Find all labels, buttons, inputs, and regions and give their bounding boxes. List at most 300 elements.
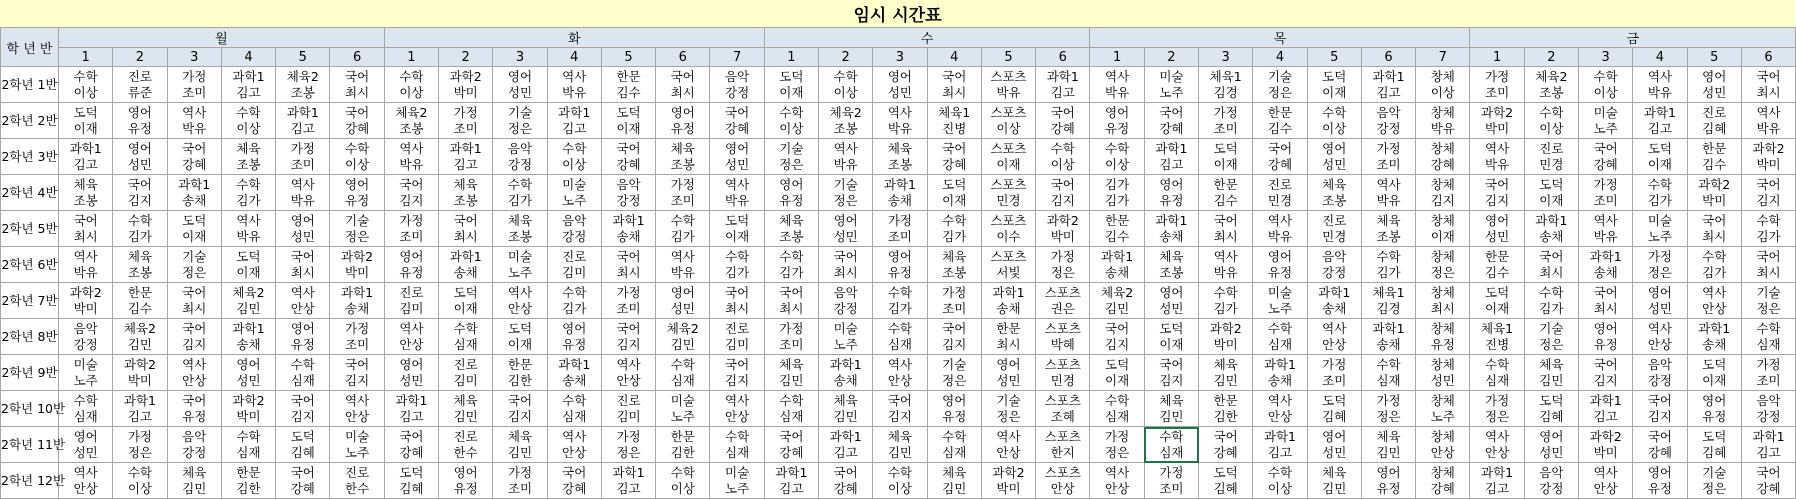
timetable-cell[interactable]	[927, 427, 981, 463]
timetable-cell[interactable]	[1144, 319, 1198, 355]
timetable-cell[interactable]	[1741, 391, 1795, 427]
timetable-cell[interactable]	[1307, 247, 1361, 283]
timetable-cell[interactable]	[1144, 283, 1198, 319]
timetable-cell[interactable]	[276, 211, 330, 247]
timetable-cell[interactable]	[656, 175, 710, 211]
timetable-cell[interactable]	[1090, 103, 1144, 139]
timetable-cell[interactable]	[710, 247, 764, 283]
timetable-cell[interactable]	[873, 247, 927, 283]
period-header[interactable]: 5	[1307, 48, 1361, 67]
timetable-cell[interactable]	[493, 211, 547, 247]
timetable-cell[interactable]	[1144, 103, 1198, 139]
timetable-cell[interactable]	[656, 283, 710, 319]
timetable-cell[interactable]	[547, 175, 601, 211]
timetable-cell[interactable]	[59, 463, 113, 499]
timetable-cell[interactable]	[276, 175, 330, 211]
timetable-cell[interactable]	[1633, 247, 1687, 283]
timetable-cell[interactable]	[927, 319, 981, 355]
timetable-cell[interactable]	[113, 211, 167, 247]
timetable-cell[interactable]	[384, 391, 438, 427]
timetable-cell[interactable]	[1036, 391, 1090, 427]
timetable-cell[interactable]	[656, 319, 710, 355]
timetable-cell[interactable]	[1579, 211, 1633, 247]
timetable-cell[interactable]	[601, 139, 655, 175]
timetable-cell[interactable]	[1416, 319, 1470, 355]
timetable-cell[interactable]	[873, 283, 927, 319]
timetable-cell[interactable]	[710, 391, 764, 427]
class-label-cell[interactable]: 2학년 7반	[1, 283, 59, 319]
timetable-cell[interactable]	[1633, 391, 1687, 427]
timetable-cell[interactable]	[1524, 391, 1578, 427]
timetable-cell[interactable]	[873, 175, 927, 211]
timetable-cell[interactable]	[1036, 319, 1090, 355]
timetable-cell[interactable]	[59, 103, 113, 139]
timetable-cell[interactable]	[656, 463, 710, 499]
period-header[interactable]: 5	[276, 48, 330, 67]
timetable-cell[interactable]	[1307, 283, 1361, 319]
timetable-cell[interactable]	[1470, 319, 1524, 355]
timetable-cell[interactable]	[1144, 391, 1198, 427]
timetable-cell[interactable]	[221, 103, 275, 139]
timetable-cell[interactable]	[873, 211, 927, 247]
timetable-cell[interactable]	[276, 67, 330, 103]
timetable-cell[interactable]	[819, 391, 873, 427]
timetable-cell[interactable]	[819, 355, 873, 391]
timetable-cell[interactable]	[1579, 67, 1633, 103]
timetable-cell[interactable]	[1579, 355, 1633, 391]
timetable-cell[interactable]	[1687, 67, 1741, 103]
timetable-cell[interactable]	[656, 355, 710, 391]
timetable-cell[interactable]	[981, 355, 1035, 391]
timetable-cell[interactable]	[1036, 211, 1090, 247]
period-header[interactable]: 3	[167, 48, 221, 67]
timetable-cell[interactable]	[167, 283, 221, 319]
timetable-cell[interactable]	[873, 391, 927, 427]
timetable-cell[interactable]	[1470, 391, 1524, 427]
timetable-cell[interactable]	[1253, 319, 1307, 355]
timetable-cell[interactable]	[1361, 211, 1415, 247]
timetable-cell[interactable]	[1687, 283, 1741, 319]
timetable-cell[interactable]	[1470, 139, 1524, 175]
timetable-cell[interactable]	[601, 67, 655, 103]
timetable-cell[interactable]	[1090, 67, 1144, 103]
timetable-cell[interactable]	[1199, 175, 1253, 211]
timetable-cell[interactable]	[927, 211, 981, 247]
timetable-cell[interactable]	[1199, 247, 1253, 283]
timetable-cell[interactable]	[710, 211, 764, 247]
timetable-cell[interactable]	[927, 139, 981, 175]
timetable-cell[interactable]	[113, 247, 167, 283]
timetable-cell[interactable]	[1036, 103, 1090, 139]
timetable-cell[interactable]	[819, 103, 873, 139]
timetable-cell[interactable]	[656, 139, 710, 175]
day-header[interactable]: 금	[1470, 28, 1796, 48]
timetable-cell[interactable]	[1307, 175, 1361, 211]
timetable-cell[interactable]	[1253, 103, 1307, 139]
timetable-cell[interactable]	[113, 427, 167, 463]
timetable-cell[interactable]	[547, 139, 601, 175]
timetable-cell[interactable]	[1470, 175, 1524, 211]
period-header[interactable]: 1	[1470, 48, 1524, 67]
timetable-cell[interactable]	[1361, 67, 1415, 103]
timetable-cell[interactable]	[1199, 211, 1253, 247]
timetable-cell[interactable]	[1090, 211, 1144, 247]
timetable-cell[interactable]	[221, 247, 275, 283]
timetable-cell[interactable]	[1579, 427, 1633, 463]
timetable-cell[interactable]	[1416, 211, 1470, 247]
class-label-cell[interactable]: 2학년 3반	[1, 139, 59, 175]
timetable-cell[interactable]	[1633, 175, 1687, 211]
timetable-cell[interactable]	[276, 319, 330, 355]
timetable-cell[interactable]	[764, 67, 818, 103]
timetable-cell[interactable]	[1470, 67, 1524, 103]
timetable-cell[interactable]	[1090, 283, 1144, 319]
timetable-cell[interactable]	[1036, 67, 1090, 103]
timetable-cell[interactable]	[113, 175, 167, 211]
timetable-cell[interactable]	[276, 283, 330, 319]
timetable-cell[interactable]	[819, 211, 873, 247]
timetable-cell[interactable]	[1687, 211, 1741, 247]
timetable-cell[interactable]	[439, 211, 493, 247]
timetable-cell[interactable]	[547, 427, 601, 463]
timetable-cell[interactable]	[221, 67, 275, 103]
timetable-cell[interactable]	[167, 67, 221, 103]
timetable-cell[interactable]	[764, 427, 818, 463]
period-header[interactable]: 3	[493, 48, 547, 67]
timetable-cell[interactable]	[1253, 211, 1307, 247]
timetable-cell[interactable]	[1307, 103, 1361, 139]
timetable-cell[interactable]	[59, 283, 113, 319]
timetable-cell[interactable]	[1579, 139, 1633, 175]
timetable-cell[interactable]	[221, 463, 275, 499]
timetable-cell[interactable]	[384, 463, 438, 499]
timetable-cell[interactable]	[59, 319, 113, 355]
timetable-cell[interactable]	[1416, 427, 1470, 463]
timetable-cell[interactable]	[1361, 427, 1415, 463]
timetable-cell[interactable]	[547, 355, 601, 391]
timetable-cell[interactable]	[764, 139, 818, 175]
timetable-cell[interactable]	[1416, 391, 1470, 427]
day-header[interactable]: 수	[764, 28, 1090, 48]
timetable-cell[interactable]	[276, 355, 330, 391]
timetable-cell[interactable]	[113, 319, 167, 355]
timetable-cell[interactable]	[167, 175, 221, 211]
timetable-cell[interactable]	[1199, 355, 1253, 391]
timetable-cell[interactable]	[113, 103, 167, 139]
class-label-cell[interactable]: 2학년 4반	[1, 175, 59, 211]
period-header[interactable]: 3	[1199, 48, 1253, 67]
timetable-cell[interactable]	[167, 355, 221, 391]
timetable-cell[interactable]	[384, 319, 438, 355]
timetable-cell[interactable]	[439, 103, 493, 139]
timetable-cell[interactable]	[1361, 247, 1415, 283]
timetable-cell[interactable]	[1144, 67, 1198, 103]
timetable-cell[interactable]	[1633, 427, 1687, 463]
timetable-cell[interactable]	[601, 427, 655, 463]
timetable-cell[interactable]	[1741, 211, 1795, 247]
timetable-cell[interactable]	[1144, 463, 1198, 499]
timetable-cell[interactable]	[1741, 175, 1795, 211]
timetable-cell[interactable]	[1579, 463, 1633, 499]
timetable-cell[interactable]	[1253, 463, 1307, 499]
period-header[interactable]: 4	[221, 48, 275, 67]
period-header[interactable]: 4	[927, 48, 981, 67]
timetable-cell[interactable]	[493, 319, 547, 355]
timetable-cell[interactable]	[601, 103, 655, 139]
timetable-cell[interactable]	[1579, 391, 1633, 427]
timetable-cell[interactable]	[221, 355, 275, 391]
timetable-cell[interactable]	[276, 103, 330, 139]
timetable-cell[interactable]	[113, 67, 167, 103]
timetable-cell[interactable]	[439, 391, 493, 427]
timetable-cell[interactable]	[1307, 391, 1361, 427]
timetable-cell[interactable]	[221, 211, 275, 247]
class-label-cell[interactable]: 2학년 8반	[1, 319, 59, 355]
timetable-cell[interactable]	[1253, 67, 1307, 103]
timetable-cell[interactable]	[221, 391, 275, 427]
timetable-cell[interactable]	[1036, 355, 1090, 391]
timetable-cell[interactable]	[1253, 247, 1307, 283]
timetable-cell[interactable]	[493, 175, 547, 211]
timetable-cell[interactable]	[1036, 139, 1090, 175]
timetable-cell[interactable]	[1633, 211, 1687, 247]
timetable-cell[interactable]	[1253, 283, 1307, 319]
timetable-cell[interactable]	[167, 211, 221, 247]
timetable-cell[interactable]	[1036, 427, 1090, 463]
timetable-cell[interactable]	[439, 67, 493, 103]
timetable-cell[interactable]	[1741, 103, 1795, 139]
timetable-cell[interactable]	[1307, 319, 1361, 355]
timetable-cell[interactable]	[1036, 463, 1090, 499]
timetable-cell[interactable]	[384, 247, 438, 283]
timetable-cell[interactable]	[1579, 103, 1633, 139]
timetable-cell[interactable]	[384, 211, 438, 247]
period-header[interactable]: 1	[59, 48, 113, 67]
day-header[interactable]: 화	[384, 28, 764, 48]
timetable-cell[interactable]	[167, 247, 221, 283]
timetable-cell[interactable]	[221, 319, 275, 355]
period-header[interactable]: 3	[1579, 48, 1633, 67]
timetable-cell[interactable]	[1361, 175, 1415, 211]
timetable-cell[interactable]	[981, 427, 1035, 463]
timetable-cell[interactable]	[601, 175, 655, 211]
period-header[interactable]: 6	[656, 48, 710, 67]
timetable-cell[interactable]	[1579, 175, 1633, 211]
timetable-cell[interactable]	[710, 427, 764, 463]
timetable-cell[interactable]	[1687, 355, 1741, 391]
timetable-cell[interactable]	[819, 67, 873, 103]
timetable-cell[interactable]	[384, 103, 438, 139]
timetable-cell[interactable]	[1687, 463, 1741, 499]
period-header[interactable]: 5	[601, 48, 655, 67]
timetable-cell[interactable]	[59, 139, 113, 175]
timetable-cell[interactable]	[710, 355, 764, 391]
timetable-cell[interactable]	[1687, 139, 1741, 175]
timetable-cell[interactable]	[1036, 175, 1090, 211]
timetable-cell[interactable]	[1416, 175, 1470, 211]
timetable-cell[interactable]	[1361, 139, 1415, 175]
timetable-cell[interactable]	[1253, 355, 1307, 391]
timetable-cell[interactable]	[547, 463, 601, 499]
timetable-cell[interactable]	[384, 283, 438, 319]
timetable-cell[interactable]	[547, 211, 601, 247]
timetable-cell[interactable]	[1687, 427, 1741, 463]
timetable-cell[interactable]	[276, 463, 330, 499]
timetable-cell[interactable]	[113, 391, 167, 427]
timetable-cell[interactable]	[927, 103, 981, 139]
period-header[interactable]: 6	[1361, 48, 1415, 67]
row-label-header[interactable]: 학 년 반	[1, 28, 59, 67]
timetable-cell[interactable]	[819, 427, 873, 463]
timetable-cell[interactable]	[330, 355, 384, 391]
timetable-cell[interactable]	[1524, 139, 1578, 175]
timetable-cell[interactable]	[1524, 175, 1578, 211]
timetable-cell[interactable]	[710, 319, 764, 355]
timetable-cell[interactable]	[439, 247, 493, 283]
timetable-cell[interactable]	[547, 319, 601, 355]
timetable-cell[interactable]	[1199, 427, 1253, 463]
class-label-cell[interactable]: 2학년 11반	[1, 427, 59, 463]
timetable-cell[interactable]	[819, 175, 873, 211]
timetable-cell[interactable]	[276, 391, 330, 427]
timetable-cell[interactable]	[1090, 139, 1144, 175]
timetable-cell[interactable]	[1687, 391, 1741, 427]
timetable-cell[interactable]	[493, 67, 547, 103]
timetable-cell[interactable]	[1524, 247, 1578, 283]
timetable-cell[interactable]	[1687, 103, 1741, 139]
period-header[interactable]: 2	[439, 48, 493, 67]
timetable-cell[interactable]	[1579, 283, 1633, 319]
timetable-cell[interactable]	[113, 283, 167, 319]
timetable-cell[interactable]	[656, 391, 710, 427]
timetable-cell[interactable]	[1253, 427, 1307, 463]
timetable-cell[interactable]	[656, 211, 710, 247]
timetable-cell[interactable]	[1470, 247, 1524, 283]
timetable-cell[interactable]	[764, 463, 818, 499]
timetable-cell[interactable]	[1199, 67, 1253, 103]
timetable-cell[interactable]	[710, 283, 764, 319]
period-header[interactable]: 7	[1416, 48, 1470, 67]
timetable-cell[interactable]	[493, 355, 547, 391]
period-header[interactable]: 6	[1741, 48, 1795, 67]
timetable-cell[interactable]	[330, 139, 384, 175]
timetable-cell[interactable]	[330, 175, 384, 211]
day-header[interactable]: 월	[59, 28, 385, 48]
timetable-cell[interactable]	[1307, 67, 1361, 103]
timetable-cell[interactable]	[819, 283, 873, 319]
timetable-cell[interactable]	[1416, 103, 1470, 139]
period-header[interactable]: 4	[1633, 48, 1687, 67]
timetable-cell[interactable]	[1361, 283, 1415, 319]
timetable-cell[interactable]	[1524, 211, 1578, 247]
timetable-cell[interactable]	[1741, 463, 1795, 499]
period-header[interactable]: 6	[330, 48, 384, 67]
timetable-cell[interactable]	[1144, 211, 1198, 247]
timetable-cell[interactable]	[493, 427, 547, 463]
period-header[interactable]: 4	[1253, 48, 1307, 67]
timetable-cell[interactable]	[1199, 103, 1253, 139]
timetable-cell[interactable]	[819, 463, 873, 499]
timetable-cell[interactable]	[873, 139, 927, 175]
timetable-cell[interactable]	[1144, 247, 1198, 283]
timetable-cell[interactable]	[1470, 463, 1524, 499]
timetable-cell[interactable]	[330, 103, 384, 139]
timetable-cell[interactable]	[1579, 319, 1633, 355]
timetable-cell[interactable]	[819, 139, 873, 175]
timetable-cell[interactable]	[384, 139, 438, 175]
timetable-cell[interactable]	[330, 211, 384, 247]
class-label-cell[interactable]: 2학년 1반	[1, 67, 59, 103]
timetable-cell[interactable]	[1741, 427, 1795, 463]
timetable-cell[interactable]	[167, 139, 221, 175]
period-header[interactable]: 2	[113, 48, 167, 67]
timetable-cell[interactable]	[1144, 355, 1198, 391]
timetable-cell[interactable]	[981, 103, 1035, 139]
timetable-cell[interactable]	[1633, 67, 1687, 103]
timetable-cell[interactable]	[547, 247, 601, 283]
timetable-cell[interactable]	[1036, 283, 1090, 319]
timetable-cell[interactable]	[1144, 427, 1198, 463]
timetable-cell[interactable]	[764, 283, 818, 319]
timetable-cell[interactable]	[276, 139, 330, 175]
period-header[interactable]: 1	[1090, 48, 1144, 67]
timetable-cell[interactable]	[59, 427, 113, 463]
period-header[interactable]: 5	[981, 48, 1035, 67]
timetable-cell[interactable]	[1144, 175, 1198, 211]
timetable-cell[interactable]	[873, 67, 927, 103]
timetable-cell[interactable]	[1361, 319, 1415, 355]
timetable-cell[interactable]	[927, 175, 981, 211]
timetable-cell[interactable]	[330, 283, 384, 319]
timetable-cell[interactable]	[167, 103, 221, 139]
timetable-cell[interactable]	[1307, 463, 1361, 499]
timetable-cell[interactable]	[601, 463, 655, 499]
timetable-cell[interactable]	[656, 427, 710, 463]
timetable-cell[interactable]	[981, 319, 1035, 355]
timetable-cell[interactable]	[1090, 463, 1144, 499]
timetable-cell[interactable]	[59, 175, 113, 211]
timetable-cell[interactable]	[493, 391, 547, 427]
timetable-cell[interactable]	[601, 319, 655, 355]
timetable-cell[interactable]	[1633, 283, 1687, 319]
timetable-cell[interactable]	[1416, 463, 1470, 499]
timetable-cell[interactable]	[547, 391, 601, 427]
timetable-cell[interactable]	[981, 283, 1035, 319]
timetable-cell[interactable]	[59, 391, 113, 427]
period-header[interactable]: 4	[547, 48, 601, 67]
timetable-cell[interactable]	[1361, 463, 1415, 499]
timetable-cell[interactable]	[981, 247, 1035, 283]
class-label-cell[interactable]: 2학년 5반	[1, 211, 59, 247]
timetable-cell[interactable]	[1524, 67, 1578, 103]
timetable-cell[interactable]	[1144, 139, 1198, 175]
timetable-cell[interactable]	[873, 319, 927, 355]
period-header[interactable]: 1	[384, 48, 438, 67]
timetable-cell[interactable]	[1524, 355, 1578, 391]
timetable-cell[interactable]	[221, 283, 275, 319]
timetable-cell[interactable]	[1416, 355, 1470, 391]
timetable-cell[interactable]	[1470, 103, 1524, 139]
timetable-cell[interactable]	[764, 355, 818, 391]
timetable-cell[interactable]	[276, 247, 330, 283]
period-header[interactable]: 3	[873, 48, 927, 67]
timetable-cell[interactable]	[1090, 427, 1144, 463]
timetable-cell[interactable]	[439, 319, 493, 355]
timetable-cell[interactable]	[656, 247, 710, 283]
timetable-cell[interactable]	[927, 247, 981, 283]
timetable-cell[interactable]	[1036, 247, 1090, 283]
timetable-cell[interactable]	[1416, 139, 1470, 175]
